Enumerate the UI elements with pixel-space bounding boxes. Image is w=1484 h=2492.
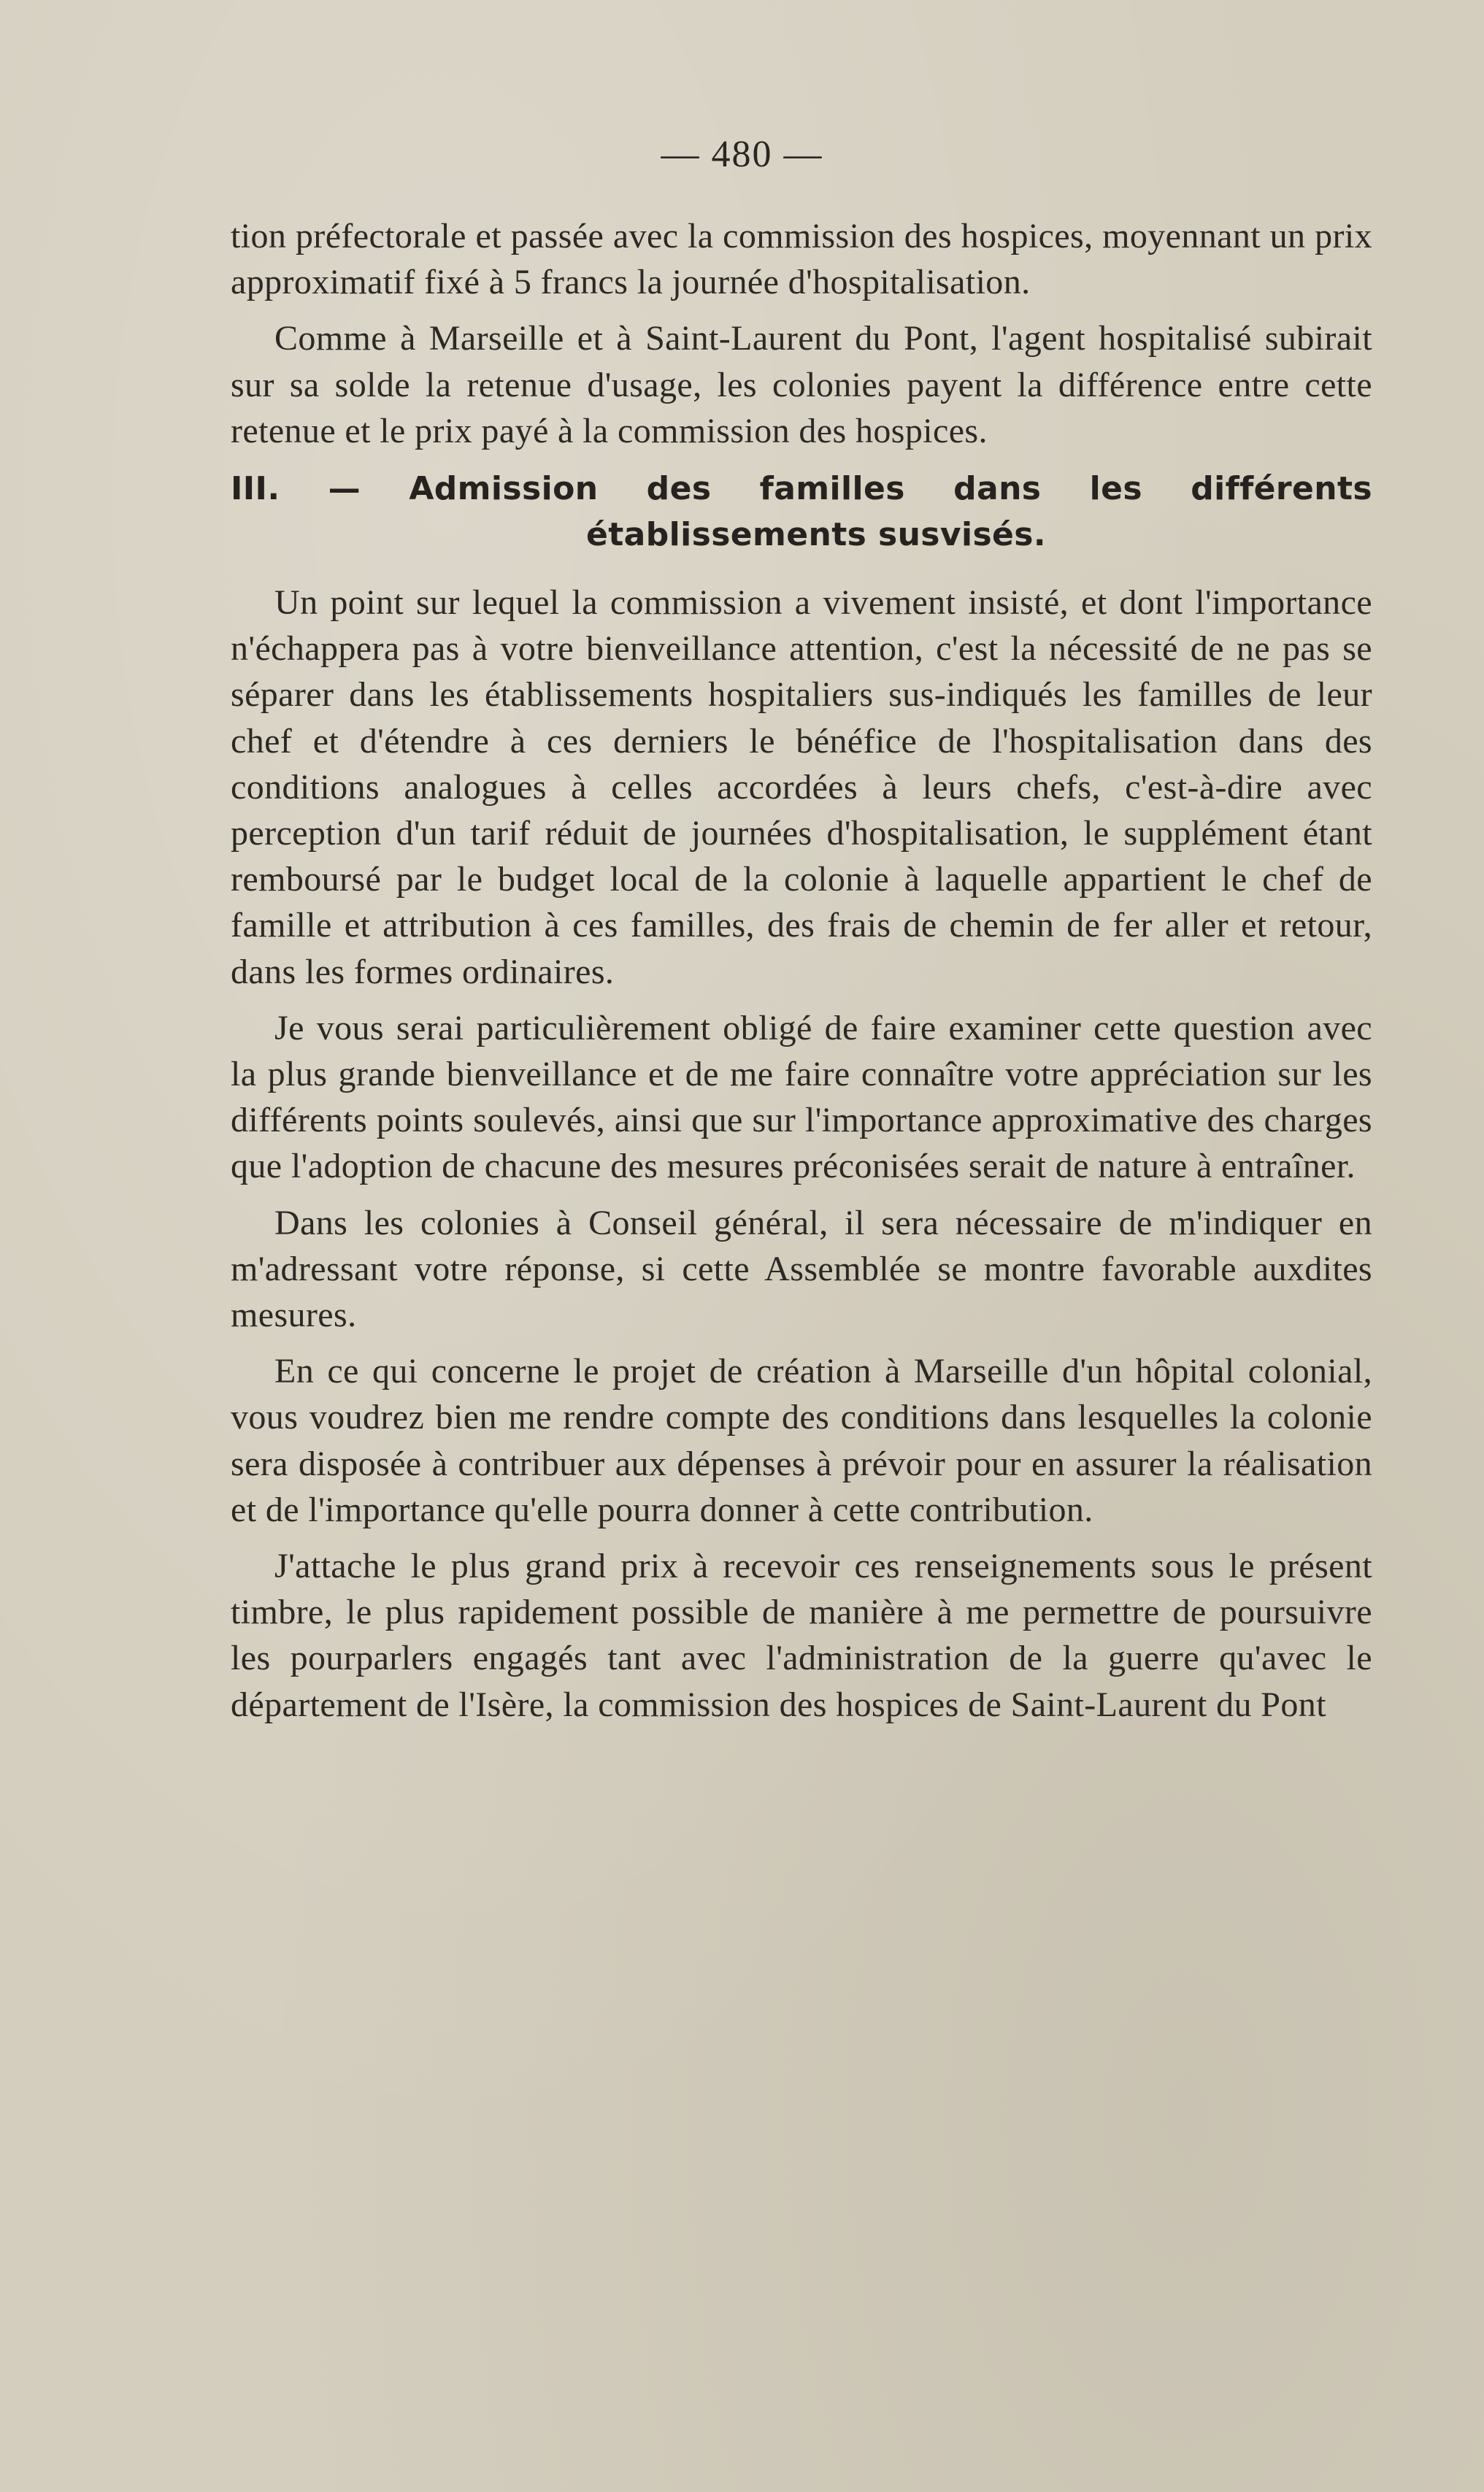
section-heading-iii	[231, 466, 1372, 558]
paragraph-conseil-general: Dans les colonies à Conseil général, il sera nécessaire de m'indiquer en m'adressant votre réponse, si cette Assemblée se montre favorable auxdites mesures.	[231, 1203, 1372, 1335]
paragraph-examen-question: Je vous serai particulièrement obligé de faire examiner cette question avec la plus grande bienveillance et de me faire connaître votre appréciation sur les différents points soulevés, ainsi que sur l'importance approximative des charges que l'adoption de chacune des mesures préconisées serait de nature à entraîner.	[231, 1008, 1372, 1186]
paragraph-hospitalisation-retenue: Comme à Marseille et à Saint-Laurent du Pont, l'agent hospitalisé subirait sur sa solde la retenue d'usage, les colonies payent la différence entre cette retenue et le prix payé à la commission des hospices.	[231, 319, 1372, 450]
paragraph-renseignements: J'attache le plus grand prix à recevoir ces renseignements sous le présent timbre, le plus rapidement possible de manière à me permettre de poursuivre les pourparlers engagés tant avec l'administration de la guerre qu'avec le département de l'Isère, la commission des hospices de Saint-Laurent du Pont	[231, 1547, 1372, 1724]
paragraph-continuation: tion préfectorale et passée avec la commission des hospices, moyennant un prix approximatif fixé à 5 francs la journée d'hospitalisation.	[231, 217, 1372, 302]
page-body	[231, 213, 1372, 1738]
page-number: — 480 —	[661, 134, 823, 175]
section-heading-line-2: établissements susvisés.	[585, 516, 1046, 554]
section-heading-line-1: III. — Admission des familles dans les différents	[231, 470, 1372, 508]
paragraph-hopital-colonial: En ce qui concerne le projet de création à Marseille d'un hôpital colonial, vous voudrez bien me rendre compte des conditions dans lesquelles la colonie sera disposée à contribuer aux dépenses à prévoir pour en assurer la réalisation et de l'importance qu'elle pourra donner à cette contribution.	[231, 1352, 1372, 1529]
paragraph-admission-familles: Un point sur lequel la commission a vivement insisté, et dont l'importance n'échappera pas à votre bienveillance attention, c'est la nécessité de ne pas se séparer dans les établissements hospitaliers sus-indiqués les familles de leur chef et d'étendre à ces derniers le bénéfice de l'hospitalisation dans des conditions analogues à celles accordées à leurs chefs, c'est-à-dire avec perception d'un tarif réduit de journées d'hospitalisation, le supplément étant remboursé par le budget local de la colonie à laquelle appartient le chef de famille et attribution à ces familles, des frais de chemin de fer aller et retour, dans les formes ordinaires.	[231, 583, 1372, 991]
